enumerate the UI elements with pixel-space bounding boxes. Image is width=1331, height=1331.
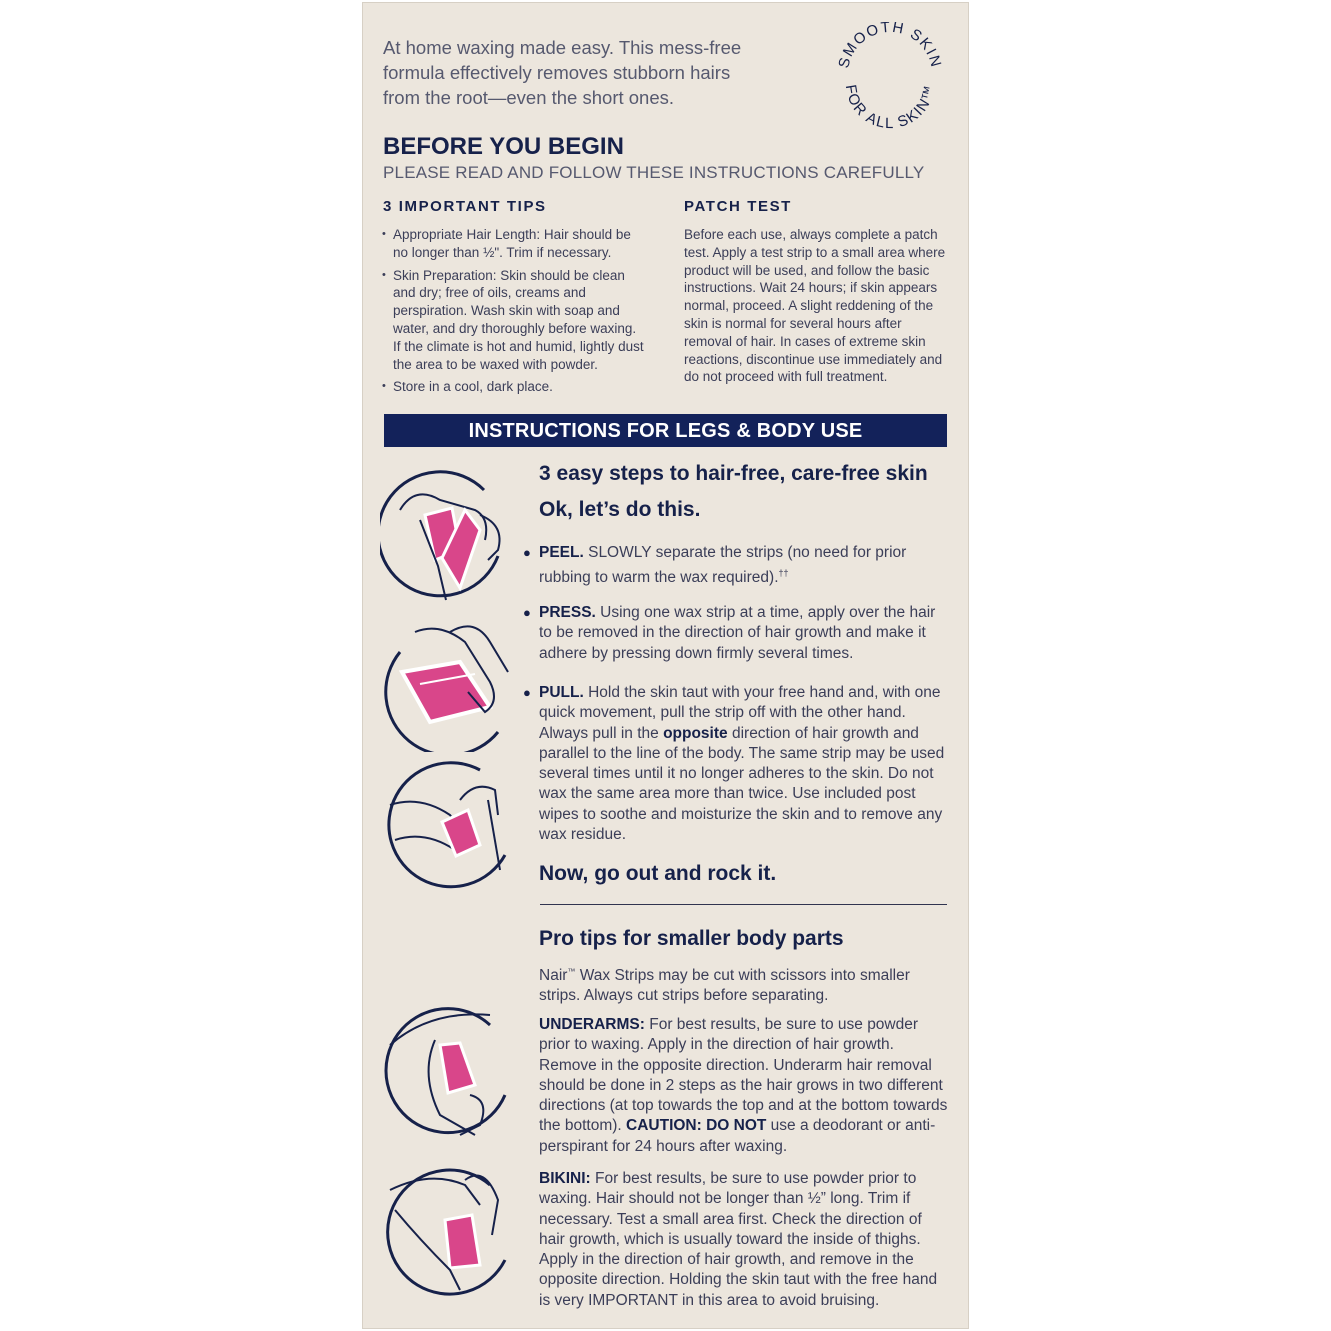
- step-press: [523, 603, 947, 664]
- underarms-caution-text: use a deodorant or anti-perspirant for 24 hours after waxing.: [539, 1117, 936, 1155]
- press-illustration-icon: [380, 612, 520, 752]
- step-pull-text: Hold the skin taut with your free hand and, with one quick movement, pull the strip off with the other hand. Always pull in the: [539, 684, 941, 742]
- before-you-begin-heading: BEFORE YOU BEGIN: [383, 133, 624, 160]
- patch-test-text: Before each use, always complete a patch test. Apply a test strip to a small area where product will be used, and follow the basic instructions. Wait 24 hours; if skin appears normal, proceed. A slight reddening of the skin is normal for several hours after removal of hair. In cases of extreme skin reactions, discontinue use immediately and do not proceed with full treatment.: [684, 227, 946, 385]
- step-press-text: Using one wax strip at a time, apply over the hair to be removed in the direction of hair growth and make it adhere by pressing down firmly several times.: [539, 604, 936, 662]
- step-pull-label: PULL.: [539, 684, 584, 701]
- bullet-icon: ●: [523, 685, 531, 700]
- intro-line: from the root—even the short ones.: [383, 87, 675, 108]
- underarms-caution: CAUTION: DO NOT: [626, 1117, 767, 1135]
- seal-top-text: SMOOTH SKIN: [835, 22, 945, 70]
- underarms-text: For best results, be sure to use powder prior to waxing. Apply in the direction of hair growth. Remove in the opposite direction. Underarm hair removal should be done in 2 steps as the hair grows in two different directions (at top towards the top and at the bottom towards the bottom).: [539, 1016, 948, 1135]
- bullet-icon: ●: [523, 545, 531, 560]
- tip-item: • Store in a cool, dark place.: [383, 378, 645, 396]
- steps-headline: 3 easy steps to hair-free, care-free skin: [539, 462, 928, 485]
- tip-item: • Skin Preparation: Skin should be clean and dry; free of oils, creams and perspiration. Wash skin with soap and water, and dry thoroughly before waxing. If the climate is hot and humid, lightly dust the area to be waxed with powder.: [383, 267, 645, 374]
- pro-tips-intro-text: Wax Strips may be cut with scissors into smaller strips. Always cut strips before separating.: [539, 967, 910, 1005]
- trademark-mark: ™: [567, 967, 576, 976]
- underarms-label: UNDERARMS:: [539, 1016, 645, 1033]
- instructions-banner: INSTRUCTIONS FOR LEGS & BODY USE: [384, 414, 947, 447]
- intro-line: formula effectively removes stubborn hairs: [383, 62, 731, 83]
- tip-item: • Appropriate Hair Length: Hair should be no longer than ½". Trim if necessary.: [383, 226, 645, 262]
- pull-illustration-icon: [380, 760, 520, 900]
- pro-tips-intro: [539, 962, 951, 1007]
- step-peel: [523, 543, 947, 589]
- smooth-skin-seal-badge: [834, 22, 946, 140]
- step-press-label: PRESS.: [539, 604, 596, 621]
- step-peel-text: SLOWLY separate the strips (no need for prior rubbing to warm the wax required).: [539, 544, 907, 587]
- outro-headline: Now, go out and rock it.: [539, 862, 777, 885]
- bullet-icon: ●: [523, 605, 531, 620]
- important-tips-heading: 3 IMPORTANT TIPS: [383, 198, 547, 215]
- svg-text:SMOOTH SKIN: [835, 22, 944, 70]
- steps-subheadline: Ok, let’s do this.: [539, 498, 701, 521]
- seal-bottom-text: FOR ALL SKIN™: [841, 82, 939, 133]
- step-pull-emphasis: opposite: [663, 724, 728, 742]
- intro-line: At home waxing made easy. This mess-free: [383, 37, 742, 58]
- important-tips-list: [383, 226, 645, 401]
- section-divider: [540, 904, 947, 905]
- before-you-begin-subtitle: PLEASE READ AND FOLLOW THESE INSTRUCTIONS CAREFULLY: [383, 163, 925, 182]
- peel-illustration-icon: [380, 470, 520, 610]
- pro-tips-heading: Pro tips for smaller body parts: [539, 927, 844, 950]
- step-peel-footnote-mark: ††: [778, 568, 789, 579]
- bikini-label: BIKINI:: [539, 1170, 591, 1187]
- bikini-text: For best results, be sure to use powder prior to waxing. Hair should not be longer than ½” long. Trim if necessary. Test a small area first. Check the direction of hair growth, which is usually toward the inside of thighs. Apply in the direction of hair growth, and remove in the opposite direction. Holding the skin taut with the free hand is very IMPORTANT in this area to avoid bruising.: [539, 1170, 938, 1309]
- underarm-illustration-icon: [380, 1005, 520, 1145]
- underarms-instructions: [539, 1015, 951, 1157]
- bikini-instructions: [539, 1169, 951, 1311]
- step-peel-label: PEEL.: [539, 544, 584, 561]
- intro-text: [383, 35, 803, 110]
- brand-name: Nair: [539, 967, 568, 985]
- step-pull: [523, 683, 949, 845]
- step-pull-text-continued: direction of hair growth and parallel to the line of the body. The same strip may be used several times until it no longer adheres to the skin. Do not wax the same area more than twice. Use included post wipes to soothe and moisturize the skin and to remove any wax residue.: [539, 724, 945, 844]
- bikini-illustration-icon: [380, 1160, 520, 1300]
- patch-test-heading: PATCH TEST: [684, 198, 792, 215]
- svg-text:FOR ALL SKIN™: [842, 83, 939, 132]
